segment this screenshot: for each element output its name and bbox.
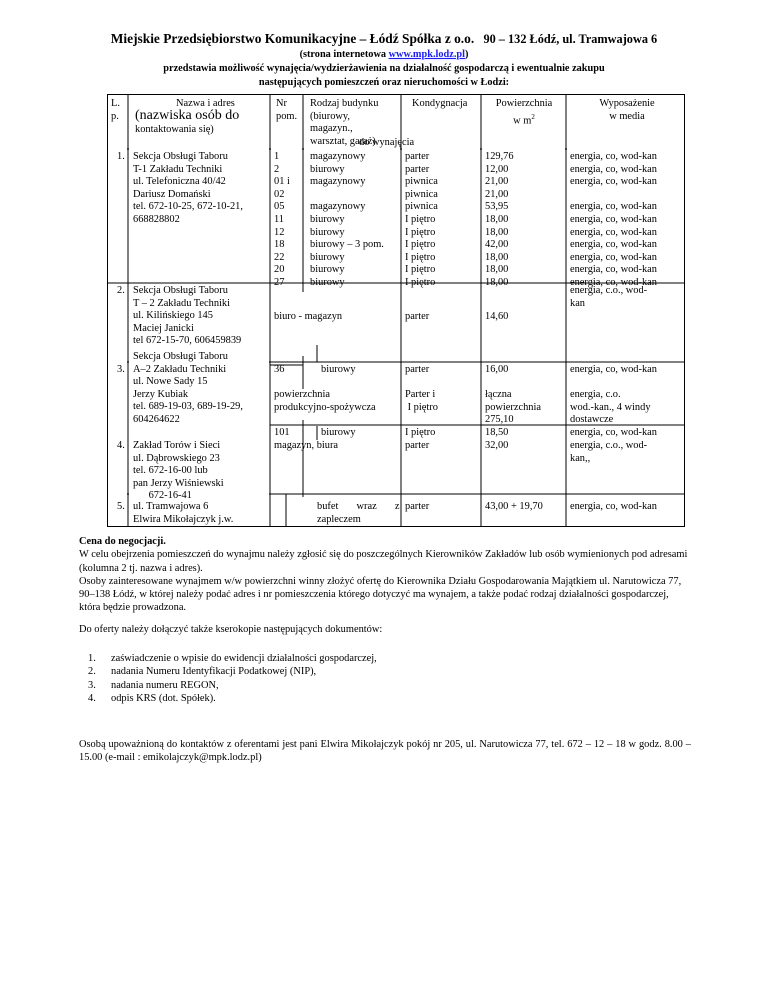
section-3-lp: 3.	[117, 364, 125, 375]
section-3-pow-produkcja: łączna powierzchnia 275,10	[485, 389, 541, 426]
list-item: 1. zaświadczenie o wpisie do ewidencji działalności gospodarczej,	[88, 653, 377, 664]
section-5-lp: 5.	[117, 501, 125, 512]
docs-intro: Do oferty należy dołączyć także kserokopie następujących dokumentów:	[79, 624, 383, 635]
section-5-kondygnacja: parter	[405, 501, 430, 512]
section-2-kondygnacja: parter	[405, 311, 430, 322]
header-powierzchnia: Powierzchnia w $m^2$	[495, 98, 553, 127]
section-1-lp: 1.	[117, 151, 125, 162]
section-1-kondygnacja: parter parter piwnica piwnica piwnica I piętro I piętro I piętro I piętro I piętro I piętro	[405, 151, 438, 288]
section-3-pow-101: 18,50	[485, 427, 509, 438]
section-1-nr: 1 2 01 i 02 05 11 12 18 22 20 27	[274, 151, 290, 288]
header-lp: L. p.	[111, 98, 120, 122]
intro-line-2: następujących pomieszczeń oraz nieruchomości w Łodzi:	[258, 77, 510, 88]
section-3-contact: Sekcja Obsługi Taboru A–2 Zakładu Techniki ul. Nowe Sady 15 Jerzy Kubiak tel. 689-19-03, 689-19-29, 604264622	[133, 351, 243, 425]
list-item: 3. nadania numeru REGON,	[88, 679, 219, 691]
section-3-nr-101: 101	[274, 427, 290, 438]
section-2-wyposazenie: energia, c.o., wod- kan	[570, 285, 648, 309]
section-3-wyp-36: energia, co, wod-kan	[570, 364, 657, 375]
required-documents-list	[79, 652, 377, 705]
section-2-rodzaj: biuro - magazyn	[274, 311, 343, 322]
section-4-contact: Zakład Torów i Sieci ul. Dąbrowskiego 23 tel. 672-16-00 lub pan Jerzy Wiśniewski 672-16-41	[133, 440, 224, 502]
section-4-kondygnacja: parter	[405, 440, 430, 451]
header-wyposazenie: Wyposażenie w media	[599, 98, 655, 122]
section-1-wyposazenie: energia, co, wod-kan energia, co, wod-kan energia, co, wod-kan energia, co, wod-kan energia, co, wod-kan energia, co, wod-kan energia, co, wod-kan energia, co, wod-kan energia, co, wod-kan energia, co, wod-kan	[570, 151, 657, 288]
section-2-powierzchnia: 14,60	[485, 311, 509, 322]
section-4-lp: 4.	[117, 440, 125, 451]
intro-line-1: przedstawia możliwość wynajęcia/wydzierżawienia na działalność gospodarczą i ewentualnie zakupu	[163, 63, 605, 74]
section-3-rodzaj-36: biurowy	[321, 364, 356, 375]
section-5-rodzaj: bufet wraz z zapleczem	[317, 501, 400, 525]
section-4-wyposazenie: energia, c.o., wod- kan,,	[570, 440, 648, 464]
list-item: 2. nadania Numeru Identyfikacji Podatkowej (NIP),	[88, 666, 317, 678]
header-rodzaj: Rodzaj budynku (biurowy, magazyn., warsztat, garaż)	[310, 98, 379, 147]
offer-info	[79, 535, 689, 615]
section-3-kond-produkcja: Parter i I piętro	[405, 389, 438, 413]
section-5-powierzchnia: 43,00 + 19,70	[485, 501, 543, 512]
company-name: Miejskie Przedsiębiorstwo Komunikacyjne – Łódź Spółka z o.o.	[110, 31, 475, 46]
header-name-sub: (nazwiska osób do kontaktowania się)	[135, 108, 240, 135]
section-1-contact: Sekcja Obsługi Taboru T-1 Zakładu Techniki ul. Telefoniczna 40/42 Dariusz Domański tel. 672-10-25, 672-10-21, 668828802	[133, 151, 243, 225]
section-1-rodzaj: magazynowy biurowy magazynowy magazynowy biurowy biurowy biurowy – 3 pom. biurowy biurowy biurowy	[310, 151, 384, 288]
section-2-contact: Sekcja Obsługi Taboru T – 2 Zakładu Techniki ul. Kilińskiego 145 Maciej Janicki tel 672-15-70, 606459839	[133, 285, 242, 347]
viewing-paragraph: W celu obejrzenia pomieszczeń do wynajmu należy zgłosić się do poszczególnych Kierowników Zakładów lub osób wymienionych pod adresami (kolumna 2 tj. nazwa i adres).	[79, 549, 688, 574]
section-3-rodzaj-produkcja: powierzchnia produkcyjno-spożywcza	[274, 389, 376, 413]
header-name: Nazwa i adres	[176, 98, 235, 109]
website-line: (strona internetowa www.mpk.lodz.pl)	[299, 49, 469, 60]
list-item: 4. odpis KRS (dot. Spółek).	[88, 692, 216, 704]
company-address: 90 – 132 Łódź, ul. Tramwajowa 6	[483, 32, 658, 46]
section-2-lp: 2.	[117, 285, 125, 296]
section-3-pow-36: 16,00	[485, 364, 509, 375]
premises-table	[107, 94, 685, 527]
header-nr: Nr pom.	[276, 98, 298, 122]
section-3-kond-36: parter	[405, 364, 430, 375]
section-5-contact: ul. Tramwajowa 6 Elwira Mikołajczyk j.w.	[133, 501, 234, 525]
section-5-wyposazenie: energia, co, wod-kan	[570, 501, 657, 512]
section-1-powierzchnia: 129,76 12,00 21,00 21,00 53,95 18,00 18,00 42,00 18,00 18,00 18,00	[485, 151, 514, 288]
section-3-nr-36: 36	[274, 364, 285, 375]
header-do-wynajecia: do wynajęcia	[359, 137, 415, 148]
offer-paragraph: Osoby zainteresowane wynajmem w/w powierzchni winny złożyć ofertę do Kierownika Działu Gospodarowania Majątkiem ul. Narutowicza 77, 90–138 Łódź, w której należy podać adres i nr pomieszczenia którego dotyczyć ma wynajem, a także podać rodzaj działalności gospodarczej, która będzie prowadzona.	[79, 575, 682, 614]
website-link[interactable]: www.mpk.lodz.pl	[388, 49, 465, 60]
section-4-rodzaj: magazyn, biura	[274, 440, 339, 451]
section-3-wyp-101: energia, co, wod-kan	[570, 427, 657, 438]
header-kondygnacja: Kondygnacja	[412, 98, 468, 109]
section-3-rodzaj-101: biurowy	[321, 427, 356, 438]
company-header	[0, 31, 768, 47]
section-4-powierzchnia: 32,00	[485, 440, 509, 451]
section-3-wyp-produkcja: energia, c.o. wod.-kan., 4 windy dostawcze	[570, 389, 651, 426]
contact-paragraph: Osobą upoważnioną do kontaktów z oferentami jest pani Elwira Mikołajczyk pokój nr 205, ul. Narutowicza 77, tel. 672 – 12 – 18 w godz. 8.00 – 15.00 (e-mail : emikolajczyk@mpk.lodz.pl)	[79, 739, 691, 764]
price-note: Cena do negocjacji.	[79, 536, 166, 547]
section-3-kond-101: I piętro	[405, 427, 436, 438]
